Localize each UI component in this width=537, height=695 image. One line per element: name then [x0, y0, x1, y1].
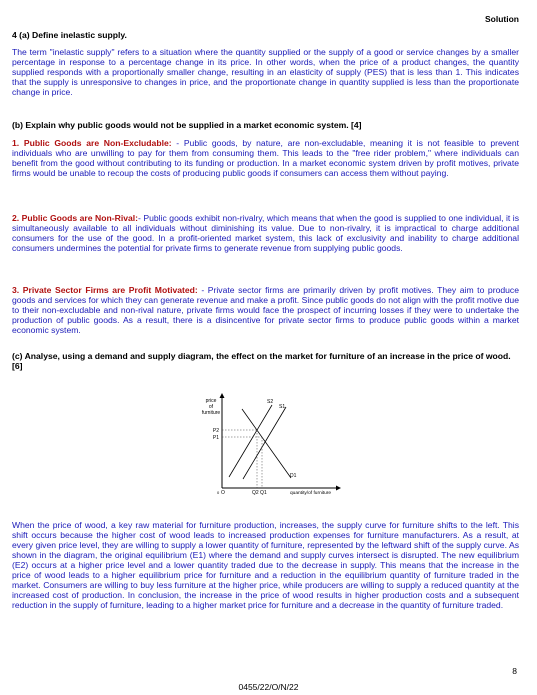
point-2-text: - Public goods exhibit non-rivalry, which means that when the good is supplied to one individual, it is simultaneously available to all individuals without diminishing its value. Due to non-rivalry, it is impractical to charge additional consumers for the use of the good. In a profit-oriented market system, this lack of exclusivity and inability to charge additional consumers undermines the potential for private firms to generate revenue from supplying public goods. — [12, 213, 519, 254]
s1-label: S1 — [279, 404, 286, 410]
question-4b: (b) Explain why public goods would not be supplied in a market economic system. [4] — [12, 120, 362, 130]
p2-label: P2 — [212, 428, 219, 434]
solution-label: Solution — [485, 14, 519, 24]
point-3-text: - Private sector firms are primarily driven by profit motives. They aim to produce goods and services for which they can generate revenue and make a profit. Since public goods do not align with the profit motive due to their non-excludable and non-rival nature, private firms would face the prospect of incurring losses if they were to undertake the production of public goods. As a result, there is a disincentive for private sector firms to produce public goods within a market economic system. — [12, 285, 519, 336]
x-axis-label: quantity/of furniture — [290, 491, 332, 496]
y-axis-label-line2: of — [208, 404, 214, 410]
answer-4a: The term "inelastic supply" refers to a situation where the quantity supplied or the supply of a good or service changes by a smaller percentage in response to a percentage change in its price. In other words, when the price of a product changes, the quantity supplied responds with a proportionally smaller change, resulting in an elasticity of supply (PES) that is less than 1. This indicates that the supply is unresponsive to changes in price, and the proportionate change in quantity supplied is less than the proportionate change in price. — [12, 47, 519, 98]
diagram-svg — [195, 393, 345, 498]
origin-label: O — [221, 490, 225, 496]
answer-4b-point-2 — [12, 213, 519, 253]
answer-4c: When the price of wood, a key raw material for furniture production, increases, the supply curve for furniture shifts to the left. This shift occurs because the higher cost of wood leads to increased production expenses for furniture manufacturers. As a result, at every given price level, they are willing to supply a lower quantity of furniture, represented by the leftward shift of the supply curve. As shown in the diagram, the original equilibrium (E1) where the demand and supply curves intersect is disrupted. The new equilibrium (E2) occurs at a higher price level and a lower quantity traded due to the decrease in supply. This means that the increase in the price of wood leads to a higher equilibrium price for furniture and a reduction in the equilibrium quantity of furniture traded in the market. Consumers are willing to buy less furniture at the higher price, while producers are willing to supply a reduced quantity at the increased cost of production. In conclusion, the increase in the price of wood results in higher production costs and a subsequent reduction in the supply of furniture, leading to a higher market price for furniture and a decrease in the quantity of furniture traded. — [12, 520, 519, 611]
s2-label: S2 — [267, 399, 274, 405]
answer-4b-point-3 — [12, 285, 519, 335]
d1-label: D1 — [290, 473, 297, 479]
y-axis-label-line3: furniture — [201, 410, 221, 416]
point-3-heading: 3. Private Sector Firms are Profit Motivated: — [12, 285, 198, 295]
p1-label: P1 — [212, 435, 219, 441]
x-axis-arrow — [336, 486, 341, 491]
answer-4b-point-1 — [12, 138, 519, 178]
supply-demand-diagram — [195, 393, 345, 498]
question-4a: 4 (a) Define inelastic supply. — [12, 30, 127, 40]
y-axis-arrow — [220, 393, 225, 398]
point-1-heading: 1. Public Goods are Non-Excludable: — [12, 138, 172, 148]
point-1-text: - Public goods, by nature, are non-excludable, meaning it is not feasible to prevent individuals who are unwilling to pay for them from consuming them. This leads to the "free rider problem," where individuals can benefit from the good without contributing to its funding or production. In a market economic system driven by profit motives, private firms would be unable to recoup the costs of producing public goods if consumers can access them without paying. — [12, 138, 519, 179]
q-labels: Q2 Q1 — [252, 490, 267, 496]
y-axis-label-line1: price — [205, 398, 217, 404]
origin-prefix: 0 — [217, 490, 220, 495]
question-4c: (c) Analyse, using a demand and supply diagram, the effect on the market for furniture of an increase in the price of wood.[6] — [12, 351, 511, 372]
paper-code: 0455/22/O/N/22 — [238, 682, 299, 692]
point-2-heading: 2. Public Goods are Non-Rival: — [12, 213, 139, 223]
page-number: 8 — [512, 666, 517, 676]
